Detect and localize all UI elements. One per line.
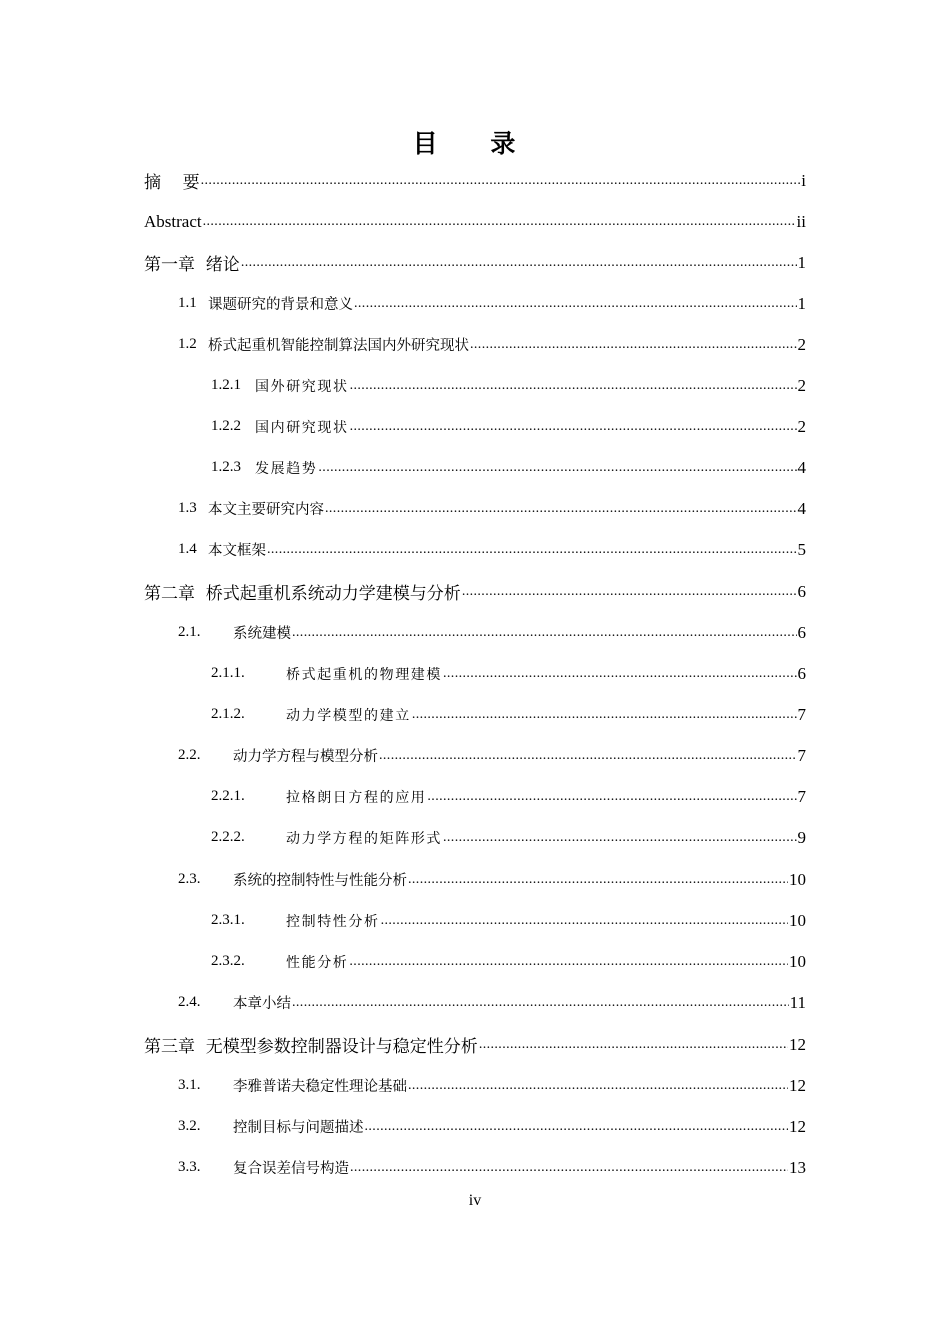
toc-entry-text: 控制特性分析 — [286, 913, 380, 930]
toc-entry-text: 系统建模 — [233, 626, 291, 642]
toc-entry-text: 第一章 绪论 — [144, 255, 240, 275]
toc-entry-chapter-2[interactable] — [144, 571, 806, 612]
toc-entry-text: 第三章 无模型参数控制器设计与稳定性分析 — [144, 1037, 478, 1057]
dot-leader — [412, 694, 797, 735]
toc-entry-number: 2.3.2. — [211, 953, 245, 969]
toc-entry-2-3-1[interactable] — [211, 900, 806, 941]
toc-entry-2-3-2[interactable] — [211, 941, 806, 982]
toc-entry-number: 1.4 — [178, 541, 197, 557]
toc-entry-2-2-1[interactable] — [211, 776, 806, 817]
toc-entry-2-2-2[interactable] — [211, 817, 806, 858]
toc-entry-3-3[interactable] — [178, 1147, 806, 1188]
toc-entry-page: 4 — [797, 457, 806, 477]
toc-entry-2-2[interactable] — [178, 735, 806, 776]
toc-entry-text: 本章小结 — [233, 996, 291, 1012]
dot-leader — [267, 529, 797, 570]
toc-entry-page: 11 — [789, 992, 806, 1012]
toc-entry-number: 3.3. — [178, 1159, 201, 1175]
toc-entry-text: 本文主要研究内容 — [208, 502, 324, 518]
dot-leader — [292, 612, 797, 653]
toc-entry-text: 摘 要 — [144, 173, 200, 193]
dot-leader — [479, 1024, 788, 1065]
dot-leader — [443, 653, 797, 694]
toc-entry-text: 动力学模型的建立 — [286, 707, 411, 724]
toc-entry-3-2[interactable] — [178, 1106, 806, 1147]
dot-leader — [470, 324, 797, 365]
toc-entry-1-1[interactable] — [178, 283, 806, 324]
dot-leader — [427, 776, 796, 817]
toc-entry-text: 课题研究的背景和意义 — [208, 297, 353, 313]
toc-entry-text: 动力学方程的矩阵形式 — [286, 830, 442, 847]
toc-entry-page: 2 — [797, 416, 806, 436]
page-number: iv — [468, 1192, 482, 1209]
dot-leader — [350, 365, 797, 406]
toc-entry-number: 2.4. — [178, 994, 201, 1010]
toc-entry-text: 本文框架 — [208, 543, 266, 559]
dot-leader — [318, 447, 796, 488]
toc-entry-1-2-1[interactable] — [211, 365, 806, 406]
dot-leader — [292, 982, 789, 1023]
dot-leader — [325, 488, 797, 529]
toc-entry-page: 10 — [789, 869, 806, 889]
toc-entry-page: 6 — [797, 622, 806, 642]
toc-entry-text: 拉格朗日方程的应用 — [286, 789, 427, 806]
toc-entry-page: 13 — [789, 1157, 806, 1177]
toc-entry-2-4[interactable] — [178, 982, 806, 1023]
toc-entry-number: 1.1 — [178, 295, 197, 311]
toc-entry-number: 1.2 — [178, 336, 197, 352]
toc-entry-page: 4 — [797, 498, 806, 518]
dot-leader — [408, 859, 788, 900]
toc-entry-chapter-3[interactable] — [144, 1024, 806, 1065]
dot-leader — [379, 735, 797, 776]
toc-entry-number: 2.2.1. — [211, 788, 245, 804]
toc-entry-text: 控制目标与问题描述 — [233, 1120, 364, 1136]
dot-leader — [443, 817, 797, 858]
toc-entry-page: 12 — [789, 1116, 806, 1136]
toc-entry-text: 桥式起重机智能控制算法国内外研究现状 — [208, 338, 469, 354]
toc-entry-text: 系统的控制特性与性能分析 — [233, 873, 407, 889]
dot-leader — [203, 201, 796, 242]
toc-entry-number: 2.2. — [178, 747, 201, 763]
toc-entry-page: 9 — [797, 827, 806, 847]
toc-entry-abstract-cn[interactable] — [144, 160, 806, 201]
toc-entry-number: 1.2.2 — [211, 418, 241, 434]
toc-entry-page: 1 — [797, 252, 806, 272]
toc-entry-page: 7 — [797, 704, 806, 724]
dot-leader — [350, 1147, 788, 1188]
toc-entry-1-3[interactable] — [178, 488, 806, 529]
toc-entry-number: 1.2.3 — [211, 459, 241, 475]
toc-entry-2-1[interactable] — [178, 612, 806, 653]
dot-leader — [241, 242, 797, 283]
toc-entry-text: 复合误差信号构造 — [233, 1161, 349, 1177]
toc-entry-number: 1.2.1 — [211, 377, 241, 393]
dot-leader — [349, 941, 788, 982]
toc-entry-page: 7 — [797, 745, 806, 765]
toc-entry-number: 2.1.2. — [211, 706, 245, 722]
toc-entry-text: 性能分析 — [286, 954, 349, 971]
toc-entry-page: 5 — [797, 539, 806, 559]
toc-entry-page: 7 — [797, 786, 806, 806]
toc-entry-chapter-1[interactable] — [144, 242, 806, 283]
toc-entry-1-4[interactable] — [178, 529, 806, 570]
toc-entry-page: 10 — [789, 951, 806, 971]
toc-entry-page: 6 — [797, 581, 806, 601]
toc-entry-text: Abstract — [144, 211, 202, 231]
toc-entry-number: 2.1. — [178, 624, 201, 640]
toc-entry-2-1-2[interactable] — [211, 694, 806, 735]
toc-title: 目 录 — [412, 129, 538, 158]
toc-entry-number: 3.1. — [178, 1077, 201, 1093]
toc-entry-text: 国内研究现状 — [255, 419, 349, 436]
dot-leader — [462, 571, 797, 612]
toc-entry-text: 动力学方程与模型分析 — [233, 749, 378, 765]
toc-entry-number: 3.2. — [178, 1118, 201, 1134]
dot-leader — [381, 900, 788, 941]
dot-leader — [350, 406, 797, 447]
toc-entry-abstract-en[interactable] — [144, 201, 806, 242]
toc-entry-number: 2.3. — [178, 871, 201, 887]
toc-entry-page: 10 — [789, 910, 806, 930]
toc-entry-page: 12 — [789, 1034, 806, 1054]
toc-entry-number: 2.2.2. — [211, 829, 245, 845]
toc-entry-page: 6 — [797, 663, 806, 683]
toc-entry-1-2[interactable] — [178, 324, 806, 365]
toc-entry-page: 2 — [797, 334, 806, 354]
toc-entry-page: 1 — [797, 293, 806, 313]
toc-entry-3-1[interactable] — [178, 1065, 806, 1106]
toc-entry-text: 桥式起重机的物理建模 — [286, 666, 442, 683]
dot-leader — [365, 1106, 789, 1147]
dot-leader — [201, 160, 801, 201]
toc-entry-text: 李雅普诺夫稳定性理论基础 — [233, 1079, 407, 1095]
toc-entry-1-2-3[interactable] — [211, 447, 806, 488]
toc-entry-page: i — [801, 170, 806, 190]
toc-entry-2-3[interactable] — [178, 859, 806, 900]
toc-entry-2-1-1[interactable] — [211, 653, 806, 694]
toc-entry-number: 1.3 — [178, 500, 197, 516]
toc-entry-page: 12 — [789, 1075, 806, 1095]
toc-entry-text: 国外研究现状 — [255, 378, 349, 395]
toc-entry-text: 发展趋势 — [255, 460, 318, 477]
toc-entry-number: 2.1.1. — [211, 665, 245, 681]
toc-entry-page: 2 — [797, 375, 806, 395]
toc-entry-1-2-2[interactable] — [211, 406, 806, 447]
dot-leader — [408, 1065, 788, 1106]
toc-entry-page: ii — [796, 211, 806, 231]
dot-leader — [354, 283, 797, 324]
toc-entry-text: 第二章 桥式起重机系统动力学建模与分析 — [144, 584, 461, 604]
toc-entry-number: 2.3.1. — [211, 912, 245, 928]
